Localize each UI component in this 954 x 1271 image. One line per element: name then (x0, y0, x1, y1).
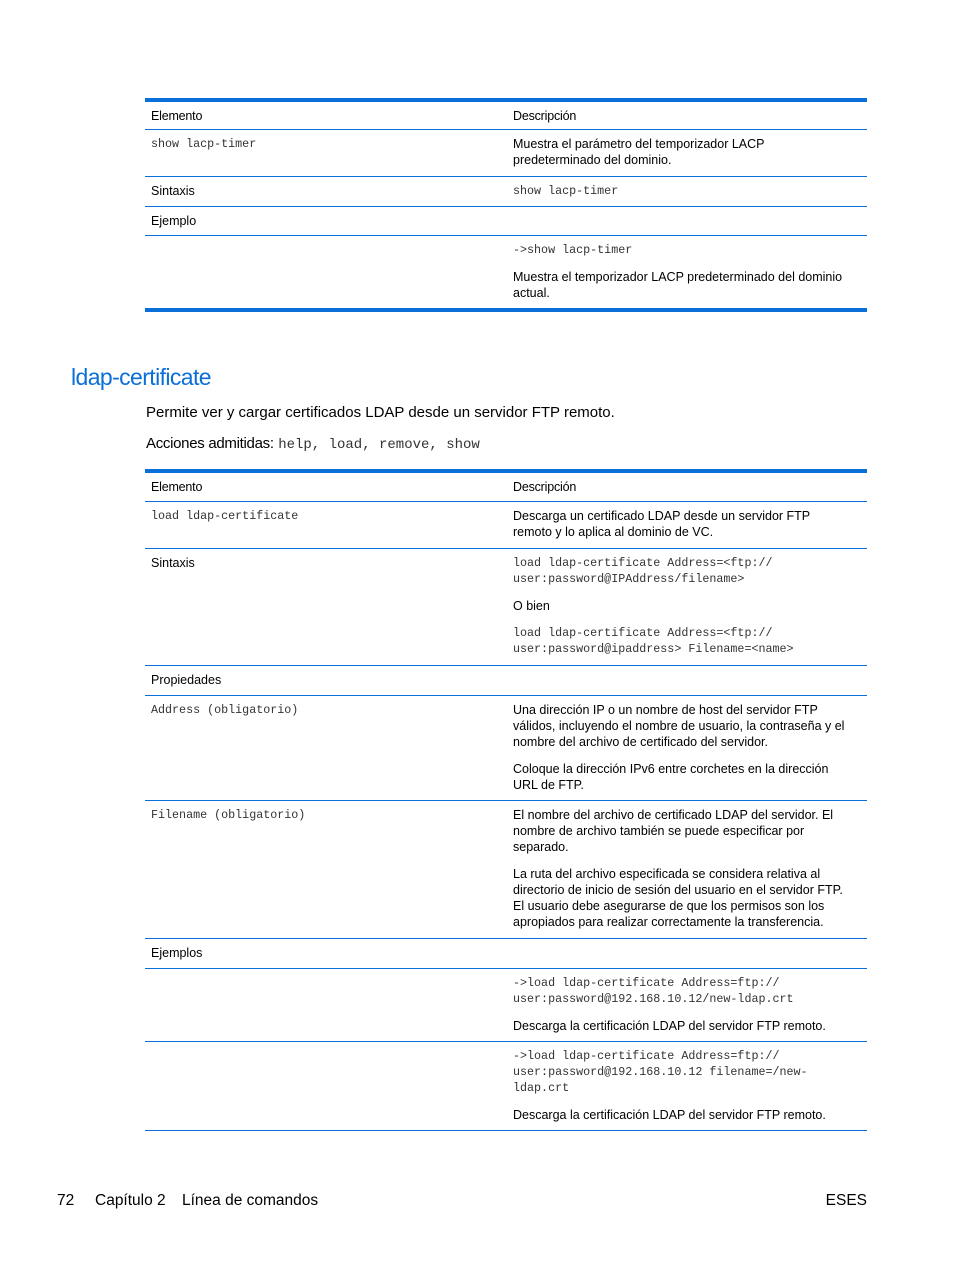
table-row (145, 666, 867, 696)
table-row (145, 177, 867, 207)
example-code-line: ->load ldap-certificate Address=ftp:// (513, 1049, 780, 1063)
syntax-or: O bien (513, 599, 550, 613)
example-description-line: actual. (513, 286, 550, 300)
example-code-line: user:password@192.168.10.12/new-ldap.crt (513, 992, 794, 1006)
syntax-code-line: load ldap-certificate Address=<ftp:// (513, 556, 773, 570)
property-address: Address (obligatorio) (151, 703, 299, 717)
empty-cell (145, 1042, 506, 1130)
supported-actions-label: Acciones admitidas (146, 435, 270, 452)
description-line: válidos, incluyendo el nombre de usuario, la contraseña y el (513, 719, 845, 733)
description-line: directorio de inicio de sesión del usuario en el servidor FTP. (513, 883, 843, 897)
table-row (145, 696, 867, 801)
syntax-code-line: user:password@ipaddress> Filename=<name> (513, 642, 794, 656)
example-code: ->show lacp-timer (513, 243, 633, 257)
lacp-timer-table (145, 98, 867, 312)
description-line: nombre de archivo también se puede especificar por (513, 824, 805, 838)
property-description (506, 696, 867, 800)
element-command: show lacp-timer (151, 137, 257, 151)
table-row (145, 236, 867, 308)
row-label-sintaxis: Sintaxis (151, 184, 195, 198)
example-cell (506, 236, 867, 308)
header-descripcion: Descripción (513, 108, 577, 123)
table-row (145, 549, 867, 666)
syntax-code-line: user:password@IPAddress/filename> (513, 572, 745, 586)
element-command: load ldap-certificate (151, 509, 299, 523)
table-bottom-rule (145, 308, 867, 312)
row-label-ejemplos: Ejemplos (151, 946, 203, 960)
description-line: Una dirección IP o un nombre de host del servidor FTP (513, 703, 818, 717)
description-line: Descarga un certificado LDAP desde un servidor FTP (513, 509, 811, 523)
table-row (145, 130, 867, 177)
description-line: Muestra el parámetro del temporizador LACP (513, 137, 765, 151)
footer-chapter-title: Línea de comandos (182, 1192, 319, 1209)
section-intro: Permite ver y cargar certificados LDAP desde un servidor FTP remoto. (146, 404, 615, 421)
description-line: URL de FTP. (513, 778, 584, 792)
description-line: nombre del archivo de certificado del servidor. (513, 735, 768, 749)
table-header-row (145, 473, 867, 502)
description-line: Coloque la dirección IPv6 entre corchetes en la dirección (513, 762, 829, 776)
example-code-line: ->load ldap-certificate Address=ftp:// (513, 976, 780, 990)
table-row (145, 939, 867, 969)
description-line: apropiados para realizar correctamente la transferencia. (513, 915, 824, 929)
example-description: Descarga la certificación LDAP del servidor FTP remoto. (513, 1019, 826, 1033)
example-description-line: Muestra el temporizador LACP predeterminado del dominio (513, 270, 843, 284)
empty-cell (506, 666, 867, 695)
description-line: predeterminado del dominio. (513, 153, 672, 167)
header-elemento: Elemento (151, 108, 203, 123)
supported-actions-separator: : (269, 435, 279, 452)
table-row (145, 207, 867, 236)
example-description: Descarga la certificación LDAP del servidor FTP remoto. (513, 1108, 826, 1122)
description-line: La ruta del archivo especificada se considera relativa al (513, 867, 821, 881)
syntax-cell (506, 549, 867, 665)
supported-actions-commands: help, load, remove, show (278, 437, 480, 453)
table-header-row (145, 102, 867, 130)
table-row (145, 1042, 867, 1131)
empty-cell (506, 939, 867, 968)
element-description (506, 502, 867, 548)
footer-locale: ESES (825, 1192, 867, 1209)
description-line: El usuario debe asegurarse de que los permisos son los (513, 899, 825, 913)
example-code-line: ldap.crt (513, 1081, 570, 1095)
syntax-code-line: load ldap-certificate Address=<ftp:// (513, 626, 773, 640)
property-description (506, 801, 867, 938)
description-line: El nombre del archivo de certificado LDAP del servidor. El (513, 808, 834, 822)
row-label-propiedades: Propiedades (151, 673, 222, 687)
row-label-ejemplo: Ejemplo (151, 214, 197, 228)
empty-cell (145, 236, 506, 308)
property-filename: Filename (obligatorio) (151, 808, 306, 822)
example-cell (506, 969, 867, 1041)
element-description (506, 130, 867, 176)
table-row (145, 801, 867, 939)
empty-cell (145, 969, 506, 1041)
description-line: remoto y lo aplica al dominio de VC. (513, 525, 714, 539)
footer-chapter: Capítulo 2 (95, 1192, 166, 1209)
row-label-sintaxis: Sintaxis (151, 556, 195, 570)
section-title: ldap-certificate (71, 364, 211, 390)
supported-actions (146, 435, 480, 453)
example-code-line: user:password@192.168.10.12 filename=/new- (513, 1065, 808, 1079)
syntax-code: show lacp-timer (513, 184, 619, 198)
example-cell (506, 1042, 867, 1130)
description-line: separado. (513, 840, 569, 854)
ldap-certificate-table (145, 469, 867, 1131)
header-elemento: Elemento (151, 480, 203, 494)
empty-cell (506, 207, 867, 235)
page-number: 72 (57, 1192, 75, 1209)
table-row (145, 502, 867, 549)
table-row (145, 969, 867, 1042)
header-descripcion: Descripción (513, 480, 577, 494)
